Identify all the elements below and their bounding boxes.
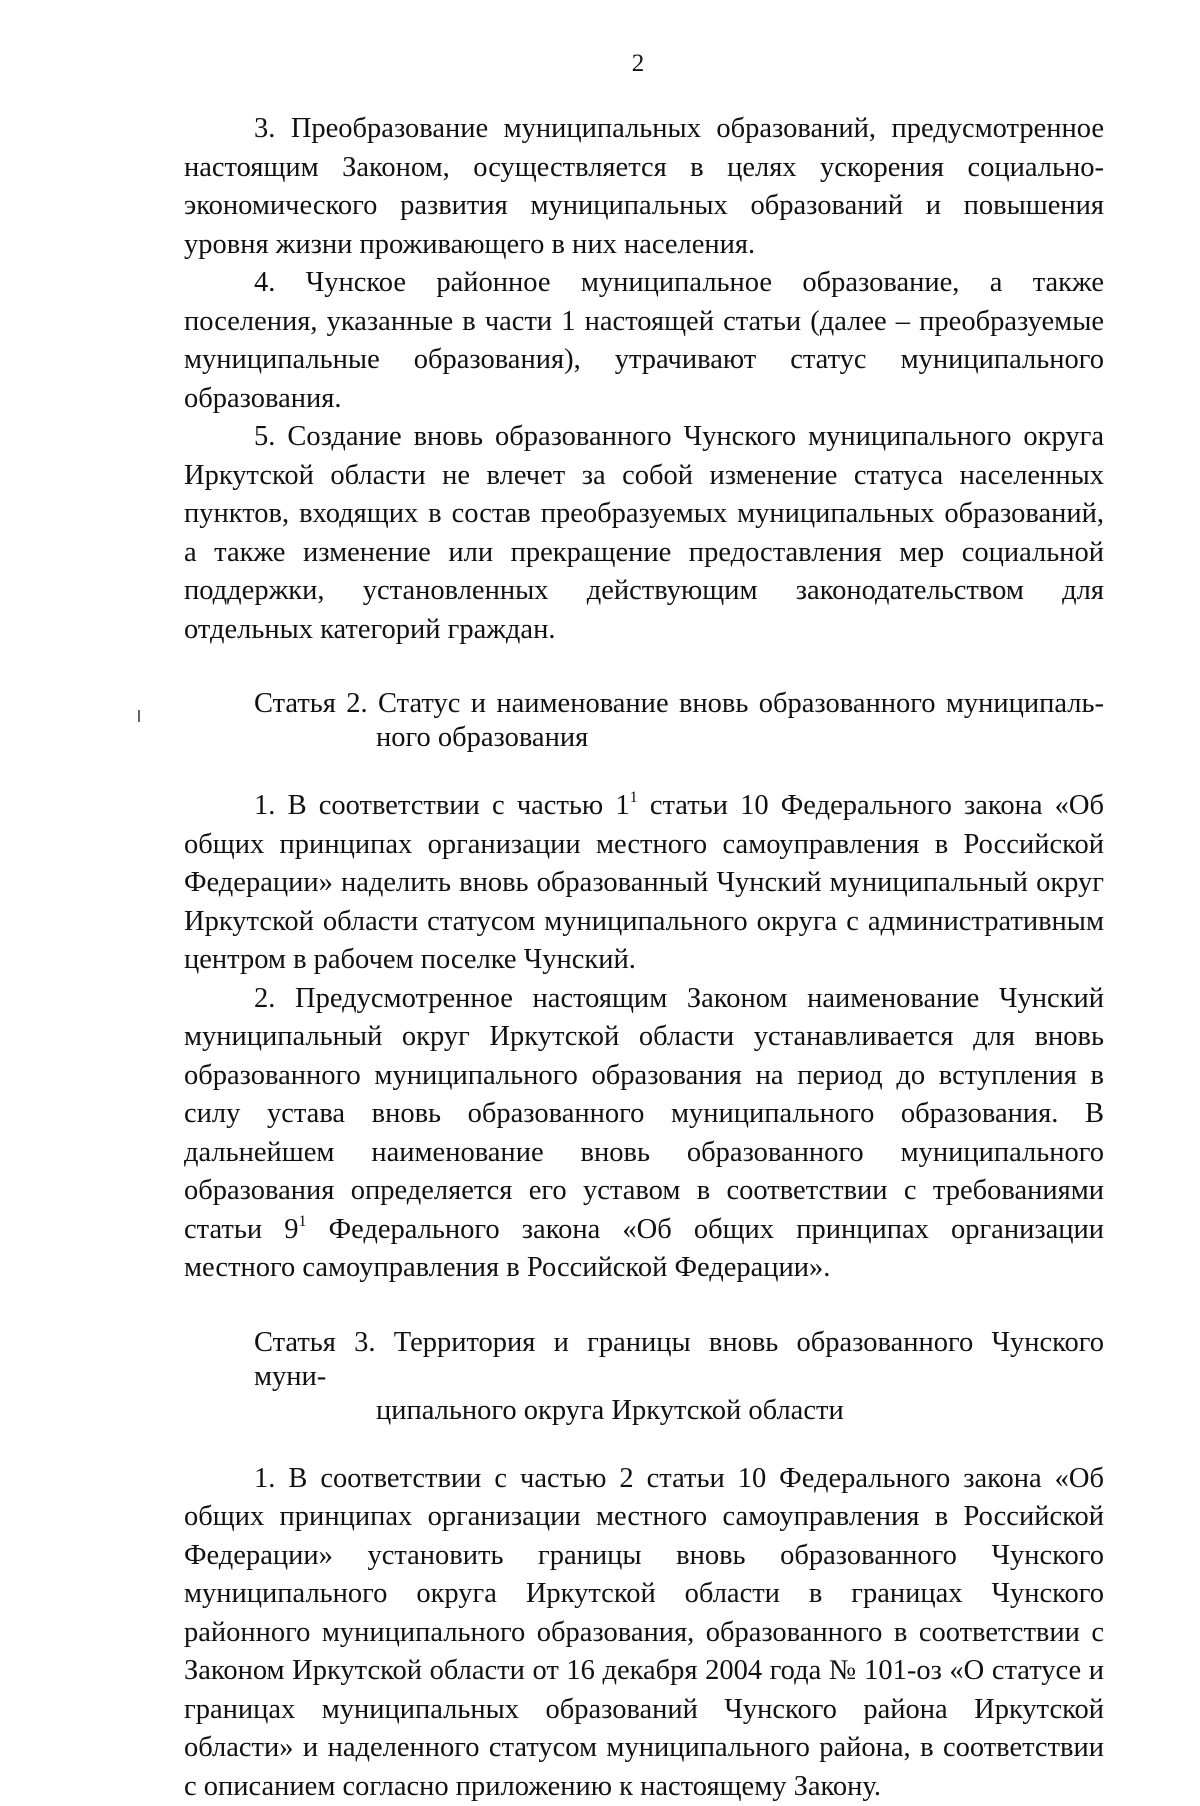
article-3-heading-line2: ципального округа Иркутской области: [254, 1394, 1104, 1428]
article-2-p2-after: Федерального закона «Об общих принципах организации местного самоуправления в Российской Федерации».: [184, 1214, 1104, 1284]
page-number: 2: [0, 50, 1200, 78]
article-2-paragraph-1: [184, 787, 1104, 980]
article-2-p1-superscript: 1: [630, 789, 638, 806]
article-2-p1-after: статьи 10 Федерального закона «Об общих принципах организации местного самоуправления в Российской Федерации» наделить вновь образованный Чунский муниципальный округ Иркутской области статусом муниципального округа с административным центром в рабочем поселке Чунский.: [184, 790, 1104, 975]
document-body: [184, 110, 1104, 1806]
article-2-heading-line1: Статья 2. Статус и наименование вновь образованного муниципаль-: [254, 687, 1104, 721]
paragraph-5: 5. Создание вновь образованного Чунского муниципального округа Иркутской области не влечет за собой изменение статуса населенных пунктов, входящих в состав преобразуемых муниципальных образований, а также изменение или прекращение предоставления мер социальной поддержки, установленных действующим законодательством для отдельных категорий граждан.: [184, 418, 1104, 649]
article-2-p2-superscript: 1: [298, 1213, 306, 1230]
article-2-p1-before: 1. В соответствии с частью 1: [254, 790, 630, 821]
article-2-heading: [254, 687, 1104, 755]
article-2-p2-before: 2. Предусмотренное настоящим Законом наименование Чунский муниципальный округ Иркутской области устанавливается для вновь образованного муниципального образования на период до вступления в силу устава вновь образованного муниципального образования. В дальнейшем наименование вновь образованного муниципального образования определяется его уставом в соответствии с требованиями статьи 9: [184, 983, 1104, 1245]
article-2-paragraph-2: [184, 980, 1104, 1288]
margin-mark: [138, 710, 140, 722]
article-3-heading: [254, 1326, 1104, 1428]
paragraph-4: 4. Чунское районное муниципальное образование, а также поселения, указанные в части 1 настоящей статьи (далее – преобразуемые муниципальные образования), утрачивают статус муниципального образования.: [184, 264, 1104, 418]
article-3-paragraph-1: 1. В соответствии с частью 2 статьи 10 Федерального закона «Об общих принципах организации местного самоуправления в Российской Федерации» установить границы вновь образованного Чунского муниципального округа Иркутской области в границах Чунского районного муниципального образования, образованного в соответствии с Законом Иркутской области от 16 декабря 2004 года № 101-оз «О статусе и границах муниципальных образований Чунского района Иркутской области» и наделенного статусом муниципального района, в соответствии с описанием согласно приложению к настоящему Закону.: [184, 1460, 1104, 1806]
article-2-heading-line2: ного образования: [254, 721, 1104, 755]
paragraph-3: 3. Преобразование муниципальных образований, предусмотренное настоящим Законом, осуществляется в целях ускорения социально-экономического развития муниципальных образований и повышения уровня жизни проживающего в них населения.: [184, 110, 1104, 264]
article-3-heading-line1: Статья 3. Территория и границы вновь образованного Чунского муни-: [254, 1326, 1104, 1394]
